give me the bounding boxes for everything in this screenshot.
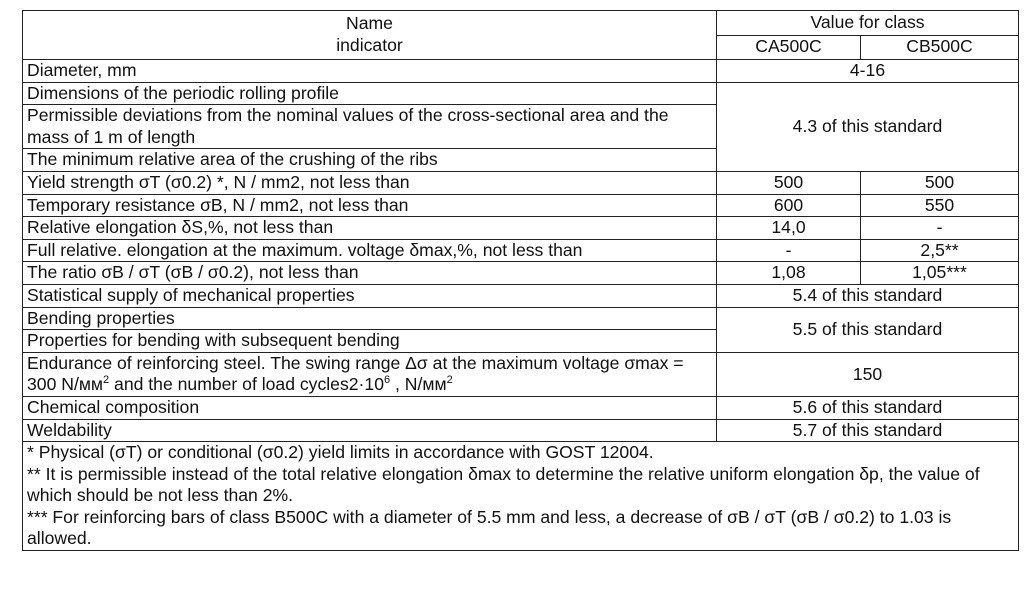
row-label-chemical: Chemical composition [23,396,717,419]
row-label-temporary: Temporary resistance σB, N / mm2, not less than [23,194,717,217]
row-value-diameter: 4-16 [717,60,1019,83]
endurance-text-3: , N/мм [390,374,447,395]
header-name-cell [23,11,717,60]
row-label-statistical: Statistical supply of mechanical properties [23,284,717,307]
table-row [23,217,1019,240]
table-row [23,194,1019,217]
row-value-endurance: 150 [717,352,1019,396]
table-row [23,352,1019,396]
endurance-sup-3: 2 [446,374,453,387]
row-value-yield-b: 500 [861,171,1019,194]
row-value-temporary-a: 600 [717,194,861,217]
row-value-ratio-b: 1,05*** [861,262,1019,285]
endurance-sup-2: 6 [383,374,391,387]
table-row [23,60,1019,83]
row-value-group-5-5: 5.5 of this standard [717,307,1019,352]
table-row [23,262,1019,285]
row-value-ratio-a: 1,08 [717,262,861,285]
row-value-temporary-b: 550 [861,194,1019,217]
footnote-3: *** For reinforcing bars of class B500C with a diameter of 5.5 mm and less, a decrease of σB / σT (σB / σ0.2) to 1.03 is allowed. [27,506,952,549]
row-label-bending: Bending properties [23,307,717,330]
row-value-elongation-b: - [861,217,1019,240]
row-label-deviations: Permissible deviations from the nominal values of the cross-sectional area and the mass of 1 m of length [23,105,717,149]
row-label-weldability: Weldability [23,419,717,442]
row-value-statistical: 5.4 of this standard [717,284,1019,307]
header-class-b: CB500C [861,35,1019,60]
footnotes-cell [23,442,1019,551]
row-label-ratio: The ratio σB / σT (σB / σ0.2), not less than [23,262,717,285]
footnote-2: ** It is permissible instead of the total relative elongation δmax to determine the relative uniform elongation δp, the value of which should be not less than 2%. [27,463,980,506]
row-label-bending-sub: Properties for bending with subsequent bending [23,330,717,353]
table-row [23,419,1019,442]
endurance-text-2: and the number of load cycles2·10 [109,374,384,395]
row-value-full-elongation-b: 2,5** [861,239,1019,262]
row-value-full-elongation-a: - [717,239,861,262]
row-value-group-4-3: 4.3 of this standard [717,82,1019,171]
row-label-yield: Yield strength σT (σ0.2) *, N / mm2, not less than [23,171,717,194]
header-name-line2: indicator [336,35,403,55]
endurance-sup-1: 2 [103,374,110,387]
row-label-crushing: The minimum relative area of the crushing of the ribs [23,149,717,172]
header-name-line1: Name [346,13,393,34]
table-row [23,82,1019,105]
header-value-group: Value for class [717,11,1019,36]
specifications-table [22,10,1019,551]
endurance-text-1: Endurance of reinforcing steel. The swing range Δσ at the maximum voltage σmax = 300 N/мм [27,352,684,395]
table-row [23,284,1019,307]
table-row [23,239,1019,262]
table-row [23,307,1019,330]
row-value-chemical: 5.6 of this standard [717,396,1019,419]
row-value-elongation-a: 14,0 [717,217,861,240]
row-label-diameter: Diameter, mm [23,60,717,83]
row-label-elongation: Relative elongation δS,%, not less than [23,217,717,240]
row-value-yield-a: 500 [717,171,861,194]
header-class-a: CA500C [717,35,861,60]
table-row [23,396,1019,419]
row-label-full-elongation: Full relative. elongation at the maximum. voltage δmax,%, not less than [23,239,717,262]
table-row [23,171,1019,194]
row-label-dimensions: Dimensions of the periodic rolling profile [23,82,717,105]
row-label-endurance [23,352,717,396]
footnote-1: * Physical (σT) or conditional (σ0.2) yield limits in accordance with GOST 12004. [27,442,654,463]
row-value-weldability: 5.7 of this standard [717,419,1019,442]
